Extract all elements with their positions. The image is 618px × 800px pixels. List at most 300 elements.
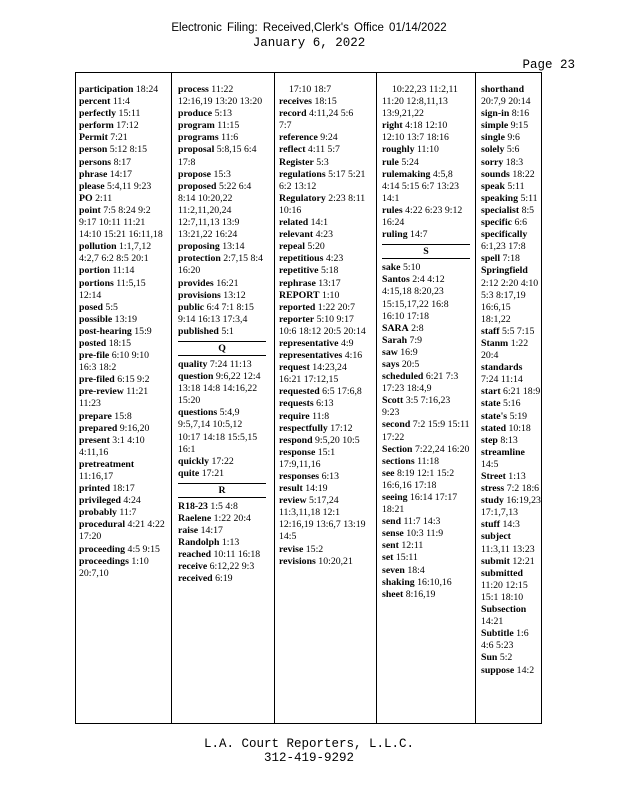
index-references: 14:23,24 16:21 17:12,15	[279, 362, 347, 386]
index-references: 7:24 11:14	[481, 374, 523, 386]
index-references: 3:5 7:16,23 9:23	[382, 395, 451, 419]
index-references: 11:16,17	[79, 471, 114, 482]
index-entry	[279, 398, 367, 410]
index-references: 6:15 9:2	[117, 374, 150, 386]
index-entry	[279, 157, 367, 169]
index-references: 4:9	[340, 337, 354, 349]
index-references: 17:12	[116, 120, 139, 132]
index-references: 9:5,20 10:5	[315, 434, 360, 446]
index-term: REPORT	[279, 289, 320, 301]
index-term: post-hearing	[79, 325, 132, 337]
column-divider	[274, 72, 275, 724]
index-term: sheet	[382, 588, 404, 600]
index-entry	[481, 652, 541, 664]
index-entry	[279, 302, 367, 314]
index-entry	[481, 568, 541, 604]
index-entry	[279, 169, 367, 193]
index-entry	[481, 84, 541, 108]
index-entry	[279, 217, 367, 229]
index-references: 11:14	[112, 265, 135, 277]
column-divider	[376, 72, 377, 724]
index-references: 1:13	[221, 537, 240, 549]
index-term: Sun	[481, 652, 498, 664]
index-references: 17:21	[201, 467, 225, 479]
index-entry	[481, 120, 541, 132]
index-references: 5:22 6:4 8:14 10:20,22 11:2,11,20,24 12:7,11,13 13:9 13:21,22 16:24	[178, 180, 252, 241]
index-entry	[79, 205, 167, 241]
index-references: 8:16,19	[405, 588, 436, 600]
index-references: 13:12	[223, 289, 246, 301]
index-entry	[79, 144, 167, 156]
index-term: scheduled	[382, 371, 424, 383]
index-term: revisions	[279, 555, 316, 567]
index-term: please	[79, 180, 105, 192]
index-references: 5:8,15 6:4 17:8	[178, 144, 257, 168]
index-references: 1:1,7,12 4:2,7 6:2 8:5 20:1	[79, 241, 152, 265]
index-references: 4:23	[325, 253, 344, 265]
index-entry	[178, 144, 266, 168]
index-references: 11:20 12:15 15:1 18:10	[481, 579, 528, 603]
index-entry	[382, 120, 470, 144]
index-term: stress	[481, 483, 505, 495]
index-entry	[382, 347, 470, 359]
index-references: 16:14 17:17 18:21	[382, 492, 458, 516]
index-entry	[382, 205, 470, 229]
index-references: 7:22,24 16:20	[414, 443, 470, 455]
index-entry	[481, 386, 541, 398]
index-term: PO	[79, 192, 93, 204]
index-entry	[178, 501, 266, 513]
index-references: 11:18	[417, 455, 440, 467]
index-term: Springfield	[481, 265, 528, 277]
index-term: sections	[382, 455, 415, 467]
index-references: 11:22 12:16,19 13:20 13:20	[178, 84, 263, 108]
index-term: Section	[382, 443, 413, 455]
index-term: set	[382, 552, 394, 564]
index-entry	[481, 665, 541, 677]
index-entry	[279, 144, 367, 156]
index-references: 3:1 4:10 4:11,16	[79, 434, 145, 458]
index-entry	[279, 338, 367, 350]
index-term: posed	[79, 301, 103, 313]
index-references: 9:24	[320, 132, 338, 144]
index-term: repeal	[279, 241, 305, 253]
index-references: 8:13	[500, 434, 518, 446]
index-references: 4:22 6:23 9:12 16:24	[382, 204, 463, 229]
index-term: public	[178, 301, 205, 313]
index-term: programs	[178, 132, 219, 144]
index-entry	[79, 423, 167, 435]
index-term: reached	[178, 549, 212, 561]
index-entry	[481, 132, 541, 144]
index-references: 14:19	[305, 483, 328, 495]
index-references: 14:7	[410, 229, 428, 241]
index-entry	[279, 495, 367, 543]
index-entry	[481, 483, 541, 495]
index-references: 4:21 4:22 17:20	[79, 519, 165, 543]
index-entry	[79, 265, 167, 277]
index-term: roughly	[382, 144, 415, 156]
index-term: standards	[481, 362, 523, 374]
index-term: solely	[481, 144, 505, 156]
index-term: perfectly	[79, 108, 116, 120]
index-term: step	[481, 434, 498, 446]
index-entry	[279, 108, 367, 132]
index-entry	[79, 241, 167, 265]
index-term: request	[279, 362, 310, 374]
index-references: 7:2 18:6	[506, 483, 540, 495]
index-references: 5:10 9:17 10:6 18:12 20:5 20:14	[279, 313, 366, 337]
index-entry	[178, 456, 266, 468]
index-entry	[481, 326, 541, 338]
index-entry	[178, 169, 266, 181]
index-references: 1:22 20:4	[481, 337, 529, 362]
index-references: 12:11	[401, 540, 424, 552]
index-references: 6:4 7:1 8:15 9:14 16:13 17:3,4	[178, 301, 254, 325]
index-entry	[279, 435, 367, 447]
document-date: January 6, 2022	[252, 36, 366, 50]
index-term: reflect	[279, 144, 306, 156]
index-references: 5:1	[221, 325, 234, 337]
index-references: 8:5	[521, 204, 535, 216]
index-term: proceedings	[79, 555, 129, 567]
index-entry	[178, 371, 266, 407]
index-term: participation	[79, 84, 134, 95]
index-term: proposed	[178, 180, 217, 192]
index-entry	[178, 407, 266, 455]
index-term: percent	[79, 96, 111, 108]
index-references: 4:11,24 5:6 7:7	[279, 108, 354, 132]
index-references: 18:24	[135, 84, 159, 95]
index-references: 6:6	[514, 217, 527, 229]
index-term: program	[178, 120, 215, 132]
index-entry	[382, 552, 470, 564]
index-references: 14:5	[481, 458, 499, 470]
index-references: 9:6	[507, 132, 520, 144]
index-entry	[79, 302, 167, 314]
section-letter: S	[382, 244, 470, 259]
index-references: 18:22	[512, 168, 535, 180]
index-entry	[79, 495, 167, 507]
index-term: representative	[279, 337, 339, 349]
index-references: 1:22 20:7	[317, 301, 356, 313]
index-references: 5:18	[321, 265, 339, 277]
index-term: printed	[79, 483, 111, 495]
index-entry	[178, 241, 266, 253]
index-entry	[481, 519, 541, 531]
index-references: 15:8	[114, 410, 132, 422]
index-entry	[79, 459, 167, 483]
section-letter: R	[178, 483, 266, 498]
index-references: 5:5	[105, 301, 118, 313]
index-column-2	[178, 84, 266, 586]
index-entry	[382, 359, 470, 371]
index-entry	[178, 120, 266, 132]
index-references: 5:17 5:21 6:2 13:12	[279, 168, 366, 192]
index-references: 7:24 11:13	[209, 358, 252, 370]
index-references: 7:21	[110, 132, 128, 144]
index-term: seeing	[382, 492, 408, 503]
index-entry	[382, 169, 470, 205]
index-entry	[382, 468, 470, 492]
index-references: 17:22	[211, 455, 234, 467]
index-entry	[279, 84, 367, 96]
index-term: stuff	[481, 519, 501, 531]
index-term: require	[279, 410, 310, 422]
index-references: 8:17	[113, 156, 131, 168]
index-references: 5:13	[214, 108, 232, 120]
index-term: result	[279, 483, 303, 495]
index-references: 11:7 14:3	[403, 516, 441, 528]
index-references: 1:22 20:4	[213, 513, 251, 524]
index-entry	[79, 108, 167, 120]
index-references: 4:23	[315, 229, 333, 241]
index-entry	[79, 435, 167, 459]
index-term: send	[382, 516, 402, 528]
index-references: 7:9	[409, 334, 423, 346]
index-entry	[79, 556, 167, 580]
index-term: start	[481, 386, 501, 398]
page-number: Page 23	[522, 58, 575, 72]
index-entry	[178, 108, 266, 120]
index-term: reference	[279, 132, 318, 144]
index-references: 11:10	[416, 144, 439, 156]
index-term: streamline	[481, 446, 525, 458]
index-term: Santos	[382, 274, 410, 286]
index-entry	[79, 411, 167, 423]
index-references: 15:9	[134, 325, 152, 337]
index-term: speaking	[481, 192, 519, 204]
index-references: 2:23 8:11 10:16	[279, 192, 366, 216]
index-references: 4:5,8 4:14 5:15 6:7 13:23 14:1	[382, 168, 460, 204]
index-entry	[178, 84, 266, 108]
index-term: Regulatory	[279, 192, 326, 204]
index-term: Stanm	[481, 337, 509, 349]
index-entry	[279, 544, 367, 556]
index-references: 14:21	[481, 616, 504, 628]
index-term: Raelene	[178, 513, 212, 524]
section-letter: Q	[178, 341, 266, 356]
index-entry	[382, 589, 470, 601]
index-entry	[382, 157, 470, 169]
index-entry	[279, 193, 367, 217]
index-term: ruling	[382, 229, 408, 241]
index-term: seven	[382, 564, 405, 576]
index-term: sake	[382, 262, 401, 274]
index-term: specific	[481, 217, 513, 229]
index-references: 11:21 11:23	[79, 386, 149, 410]
index-term: sounds	[481, 168, 510, 180]
index-entry	[79, 338, 167, 350]
index-references: 2:8	[411, 322, 424, 334]
index-references: 5:11	[507, 180, 525, 192]
index-column-1	[79, 84, 167, 580]
index-term: present	[79, 434, 110, 446]
index-term: second	[382, 419, 411, 431]
index-references: 1:13	[508, 471, 526, 482]
index-references: 14:17	[109, 168, 133, 180]
index-references: 6:19	[215, 573, 233, 585]
index-entry	[79, 181, 167, 193]
index-references: 5:12 8:15	[109, 144, 148, 156]
index-term: proceeding	[79, 543, 126, 555]
index-references: 18:4	[407, 564, 425, 576]
index-entry	[382, 419, 470, 443]
index-entry	[382, 335, 470, 347]
index-term: respectfully	[279, 422, 328, 434]
index-column-5	[481, 84, 541, 677]
index-references: 9:15	[510, 120, 529, 132]
column-divider	[475, 72, 476, 724]
index-references: 9:16,20	[119, 422, 150, 434]
index-references: 10:3 11:9	[406, 528, 444, 540]
index-entry	[382, 516, 470, 528]
index-entry	[178, 561, 266, 573]
index-term: quickly	[178, 455, 210, 467]
index-references: 13:19	[114, 313, 137, 325]
index-references: 2:7,15 8:4 16:20	[178, 253, 263, 277]
index-term: spell	[481, 253, 501, 265]
index-entry	[79, 96, 167, 108]
index-term: respond	[279, 434, 313, 446]
index-term: sorry	[481, 156, 504, 168]
index-entry	[382, 395, 470, 419]
index-term: related	[279, 217, 309, 229]
index-references: 5:10	[402, 262, 421, 274]
index-references: 6:13	[316, 398, 334, 410]
index-references: 10:22,23 11:2,11 11:20 12:8,11,13 13:9,21,22	[382, 84, 458, 120]
index-references: 6:21 18:9	[503, 386, 541, 398]
index-references: 15:1 17:9,11,16	[279, 446, 336, 470]
index-references: 15:11	[118, 108, 141, 120]
column-divider	[171, 72, 172, 724]
index-entry	[481, 435, 541, 447]
index-references: 5:5 7:15	[501, 325, 535, 337]
footer	[0, 737, 618, 765]
index-term: staff	[481, 325, 500, 337]
index-references: 5:11	[520, 192, 538, 204]
index-references: 4:24	[123, 495, 141, 507]
index-term: requested	[279, 386, 320, 398]
index-term: prepared	[79, 422, 118, 434]
index-term: Sarah	[382, 334, 408, 346]
index-term: prepare	[79, 410, 112, 422]
index-entry	[178, 573, 266, 585]
index-references: 20:5	[401, 358, 420, 370]
index-entry	[79, 84, 167, 96]
index-term: rephrase	[279, 277, 316, 289]
index-references: 17:10 18:7	[289, 84, 332, 95]
index-references: 6:1,23 17:8	[481, 241, 526, 253]
index-entry	[481, 362, 541, 386]
index-term: privileged	[79, 495, 121, 507]
index-entry	[481, 265, 541, 325]
index-entry	[178, 302, 266, 326]
index-references: 10:11 16:18	[213, 549, 261, 561]
index-references: 16:21	[216, 277, 239, 289]
index-references: 7:2 15:9 15:11 17:22	[382, 419, 470, 443]
index-entry	[178, 253, 266, 277]
index-term: reported	[279, 301, 316, 313]
index-entry	[279, 314, 367, 338]
index-entry	[79, 544, 167, 556]
index-entry	[279, 96, 367, 108]
index-entry	[178, 513, 266, 525]
court-reporter-phone: 312-419-9292	[263, 751, 354, 765]
index-term: shorthand	[481, 84, 525, 95]
index-entry	[279, 386, 367, 398]
index-term: right	[382, 120, 403, 132]
index-entry	[279, 350, 367, 362]
index-entry	[279, 556, 367, 568]
index-entry	[481, 604, 541, 628]
index-term: responses	[279, 471, 320, 482]
index-entry	[79, 326, 167, 338]
index-term: simple	[481, 120, 509, 132]
index-entry	[481, 411, 541, 423]
index-references: 2:4 4:12 4:15,18 8:20,23 15:15,17,22 16:8 16:10 17:18	[382, 274, 449, 322]
index-references: 5:19	[509, 410, 527, 422]
index-entry	[481, 181, 541, 193]
index-references: 4:16	[344, 350, 363, 362]
index-references: 6:10 9:10 16:3 18:2	[79, 350, 150, 374]
index-references: 5:16	[503, 398, 521, 410]
index-references: 5:17,24 11:3,11,18 12:1 12:16,19 13:6,7 13:19 14:5	[279, 495, 366, 543]
index-references: 10:18	[508, 422, 531, 434]
index-references: 5:4,9 9:5,7,14 10:5,12 10:17 14:18 15:5,15 16:1	[178, 407, 258, 455]
index-term: proposing	[178, 241, 220, 253]
index-term: representatives	[279, 350, 343, 362]
index-term: quality	[178, 358, 208, 370]
index-term: repetitive	[279, 265, 319, 277]
index-term: review	[279, 495, 307, 507]
index-references: 1:10 20:7,10	[79, 555, 149, 579]
index-term: says	[382, 358, 400, 370]
index-term: Street	[481, 471, 506, 482]
index-entry	[178, 181, 266, 241]
index-term: shaking	[382, 576, 415, 588]
index-term: pre-file	[79, 350, 110, 362]
index-term: produce	[178, 108, 213, 120]
index-references: 13:17	[318, 277, 341, 289]
index-references: 11:7	[119, 507, 137, 519]
index-references: 17:12	[330, 422, 353, 434]
index-term: see	[382, 467, 395, 479]
index-term: posted	[79, 337, 107, 349]
index-entry	[382, 565, 470, 577]
index-entry	[481, 193, 541, 205]
index-column-4	[382, 84, 470, 601]
index-references: 13:14	[222, 241, 245, 253]
index-term: Randolph	[178, 537, 220, 549]
index-references: 16:9	[400, 346, 418, 358]
index-term: state's	[481, 410, 508, 422]
index-references: 11:8	[312, 410, 330, 422]
index-term: suppose	[481, 664, 515, 676]
court-reporter-name: L.A. Court Reporters, L.L.C.	[203, 737, 415, 751]
index-term: study	[481, 495, 504, 507]
index-references: 15:2	[305, 543, 324, 555]
index-entry	[382, 540, 470, 552]
index-entry	[279, 132, 367, 144]
index-term: Register	[279, 156, 314, 168]
index-references: 5:2	[499, 652, 513, 664]
index-entry	[382, 144, 470, 156]
index-references: 15:3	[213, 168, 231, 180]
index-entry	[79, 278, 167, 302]
index-entry	[79, 169, 167, 181]
index-entry	[178, 537, 266, 549]
